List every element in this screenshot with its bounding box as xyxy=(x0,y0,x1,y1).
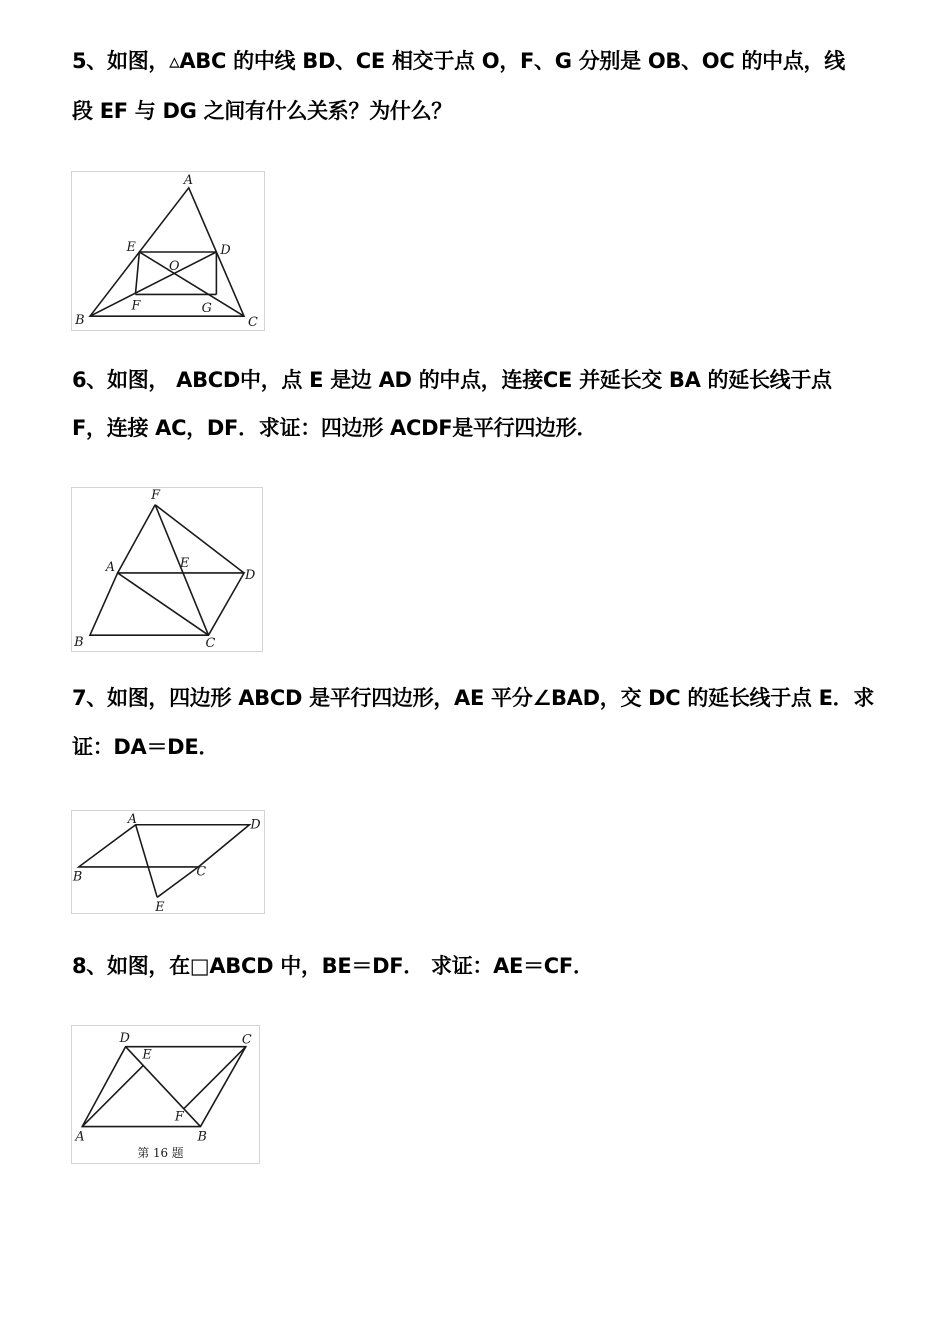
label-e: E xyxy=(155,900,165,913)
label-g: G xyxy=(201,301,212,317)
segment-cf xyxy=(184,1047,246,1109)
label-b: B xyxy=(75,313,85,329)
parallelogram-abcd xyxy=(79,825,250,867)
label-a: A xyxy=(183,172,194,188)
label-c: C xyxy=(205,636,216,651)
angle-bisector-diagram xyxy=(72,811,264,913)
problem-7-line-2: 证：DA＝DE． xyxy=(72,735,220,759)
segment-ae xyxy=(136,825,158,898)
label-o: O xyxy=(168,258,180,274)
label-d: D xyxy=(220,242,231,258)
label-f: F xyxy=(174,1109,184,1125)
label-b: B xyxy=(72,869,83,885)
problem-6-line-2: F，连接 AC，DF．求证：四边形 ACDF是平行四边形． xyxy=(72,416,598,440)
label-a: A xyxy=(127,811,138,827)
problem-5-line-1: 5、如图，▵ABC 的中线 BD、CE 相交于点 O，F、G 分别是 OB、OC 的中点，线 xyxy=(72,49,845,73)
label-a: A xyxy=(105,559,116,575)
parallelogram-extension-diagram xyxy=(72,488,262,651)
median-ce xyxy=(139,252,244,316)
segment-ce xyxy=(157,867,198,897)
label-c: C xyxy=(241,1032,252,1048)
triangle-medians-diagram xyxy=(72,172,264,330)
label-f: F xyxy=(131,298,141,314)
label-c: C xyxy=(247,315,258,330)
problem-5-figure xyxy=(71,171,265,331)
problem-8-line-1: 8、如图，在□ABCD 中，BE＝DF． 求证：AE＝CF． xyxy=(72,954,594,978)
segment-ae xyxy=(82,1065,143,1126)
label-e: E xyxy=(142,1047,152,1063)
label-c: C xyxy=(196,864,207,880)
problem-6-line-1: 6、如图， ABCD中，点 E 是边 AD 的中点，连接CE 并延长交 BA 的延长线于点 xyxy=(72,368,832,392)
problem-5-line-2: 段 EF 与 DG 之间有什么关系？为什么？ xyxy=(72,99,453,123)
label-a: A xyxy=(75,1129,85,1145)
label-d: D xyxy=(250,817,261,833)
segment-ac xyxy=(118,573,209,635)
problem-6-figure xyxy=(71,487,263,652)
parallelogram-abcd xyxy=(90,573,244,635)
parallelogram-diagonal-diagram xyxy=(72,1026,259,1163)
label-b: B xyxy=(197,1129,207,1145)
label-e: E xyxy=(126,240,136,255)
median-bd xyxy=(90,252,216,316)
problem-7-line-1: 7、如图，四边形 ABCD 是平行四边形，AE 平分∠BAD，交 DC 的延长线于点 E．求 xyxy=(72,686,875,710)
label-e: E xyxy=(179,556,190,572)
segment-ef xyxy=(135,252,139,294)
label-b: B xyxy=(74,635,84,651)
label-d: D xyxy=(119,1030,130,1046)
problem-7-figure xyxy=(71,810,265,914)
label-d: D xyxy=(245,567,256,583)
problem-8-figure xyxy=(71,1025,260,1164)
segment-af xyxy=(118,505,156,573)
diagonal-db xyxy=(126,1047,201,1127)
figure-caption: 第 16 题 xyxy=(137,1146,184,1161)
label-f: F xyxy=(151,488,161,503)
